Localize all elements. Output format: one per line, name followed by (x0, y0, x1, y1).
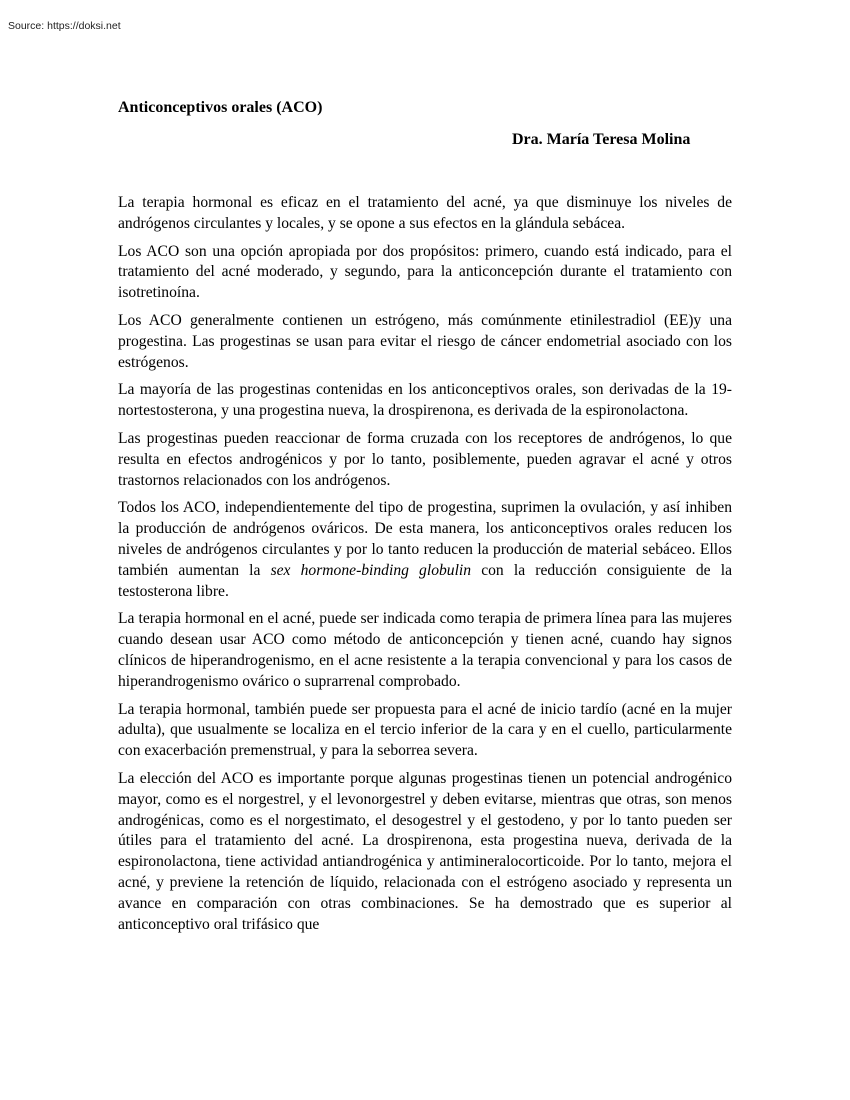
paragraph-5: Las progestinas pueden reaccionar de forma cruzada con los receptores de andrógenos, lo que resulta en efectos androgénicos y por lo tanto, posiblemente, pueden agravar el acné y otros trastornos relacionados con los andrógenos. (118, 429, 732, 489)
paragraph-7: La terapia hormonal en el acné, puede ser indicada como terapia de primera línea para las mujeres cuando desean usar ACO como método de anticoncepción y tienen acné, cuando hay signos clínicos de hiperandrogenismo, en el acne resistente a la terapia convencional y para los casos de hiperandrogenismo ovárico o suprarrenal comprobado. (118, 610, 732, 690)
paragraph-3: Los ACO generalmente contienen un estrógeno, más comúnmente etinilestradiol (EE)y una progestina. Las progestinas se usan para evitar el riesgo de cáncer endometrial asociado con los estrógenos. (118, 311, 732, 371)
paragraph-1: La terapia hormonal es eficaz en el tratamiento del acné, ya que disminuye los niveles de andrógenos circulantes y locales, y se opone a sus efectos en la glándula sebácea. (118, 194, 732, 232)
paragraph-6 (118, 498, 732, 602)
paragraph-4: La mayoría de las progestinas contenidas en los anticonceptivos orales, son derivadas de la 19-nortestosterona, y una progestina nueva, la drospirenona, es derivada de la espironolactona. (118, 381, 732, 420)
paragraph-9: La elección del ACO es importante porque algunas progestinas tienen un potencial androgénico mayor, como es el norgestrel, y el levonorgestrel y deben evitarse, mientras que otras, son menos androgénicas, como es el norgestimato, el desogestrel y el gestodeno, y por lo tanto pueden ser útiles para el tratamiento del acné. La drospirenona, esta progestina nueva, derivada de la espironolactona, tiene actividad antiandrogénica y antimineralocorticoide. Por lo tanto, mejora el acné, y previene la retención de líquido, relacionada con el estrógeno asociado y representa un avance en comparación con otras combinaciones. Se ha demostrado que es superior al anticonceptivo oral trifásico que (118, 769, 732, 933)
document-body (118, 193, 732, 942)
paragraph-6-italic-term: sex hormone-binding globulin (270, 561, 472, 579)
author-name: Dra. María Teresa Molina (512, 131, 691, 148)
source-label: Source: https://doksi.net (8, 20, 121, 32)
document-title: Anticonceptivos orales (ACO) (118, 99, 323, 116)
paragraph-2: Los ACO son una opción apropiada por dos propósitos: primero, cuando está indicado, para el tratamiento del acné moderado, y segundo, para la anticoncepción durante el tratamiento con isotretinoína. (118, 242, 732, 302)
paragraph-6-text-end: con la reducción consiguiente de la testosterona libre. (118, 561, 732, 600)
paragraph-8: La terapia hormonal, también puede ser propuesta para el acné de inicio tardío (acné en la mujer adulta), que usualmente se localiza en el tercio inferior de la cara y en el cuello, particularmente con exacerbación premenstrual, y para la seborrea severa. (118, 700, 732, 760)
paragraph-6-text-start: Todos los ACO, independientemente del tipo de progestina, suprimen la ovulación, y así inhiben la producción de andrógenos ováricos. De esta manera, los anticonceptivos orales reducen los niveles de andrógenos circulantes y por lo tanto reducen la producción de material sebáceo. Ellos también aumentan la (118, 499, 732, 579)
